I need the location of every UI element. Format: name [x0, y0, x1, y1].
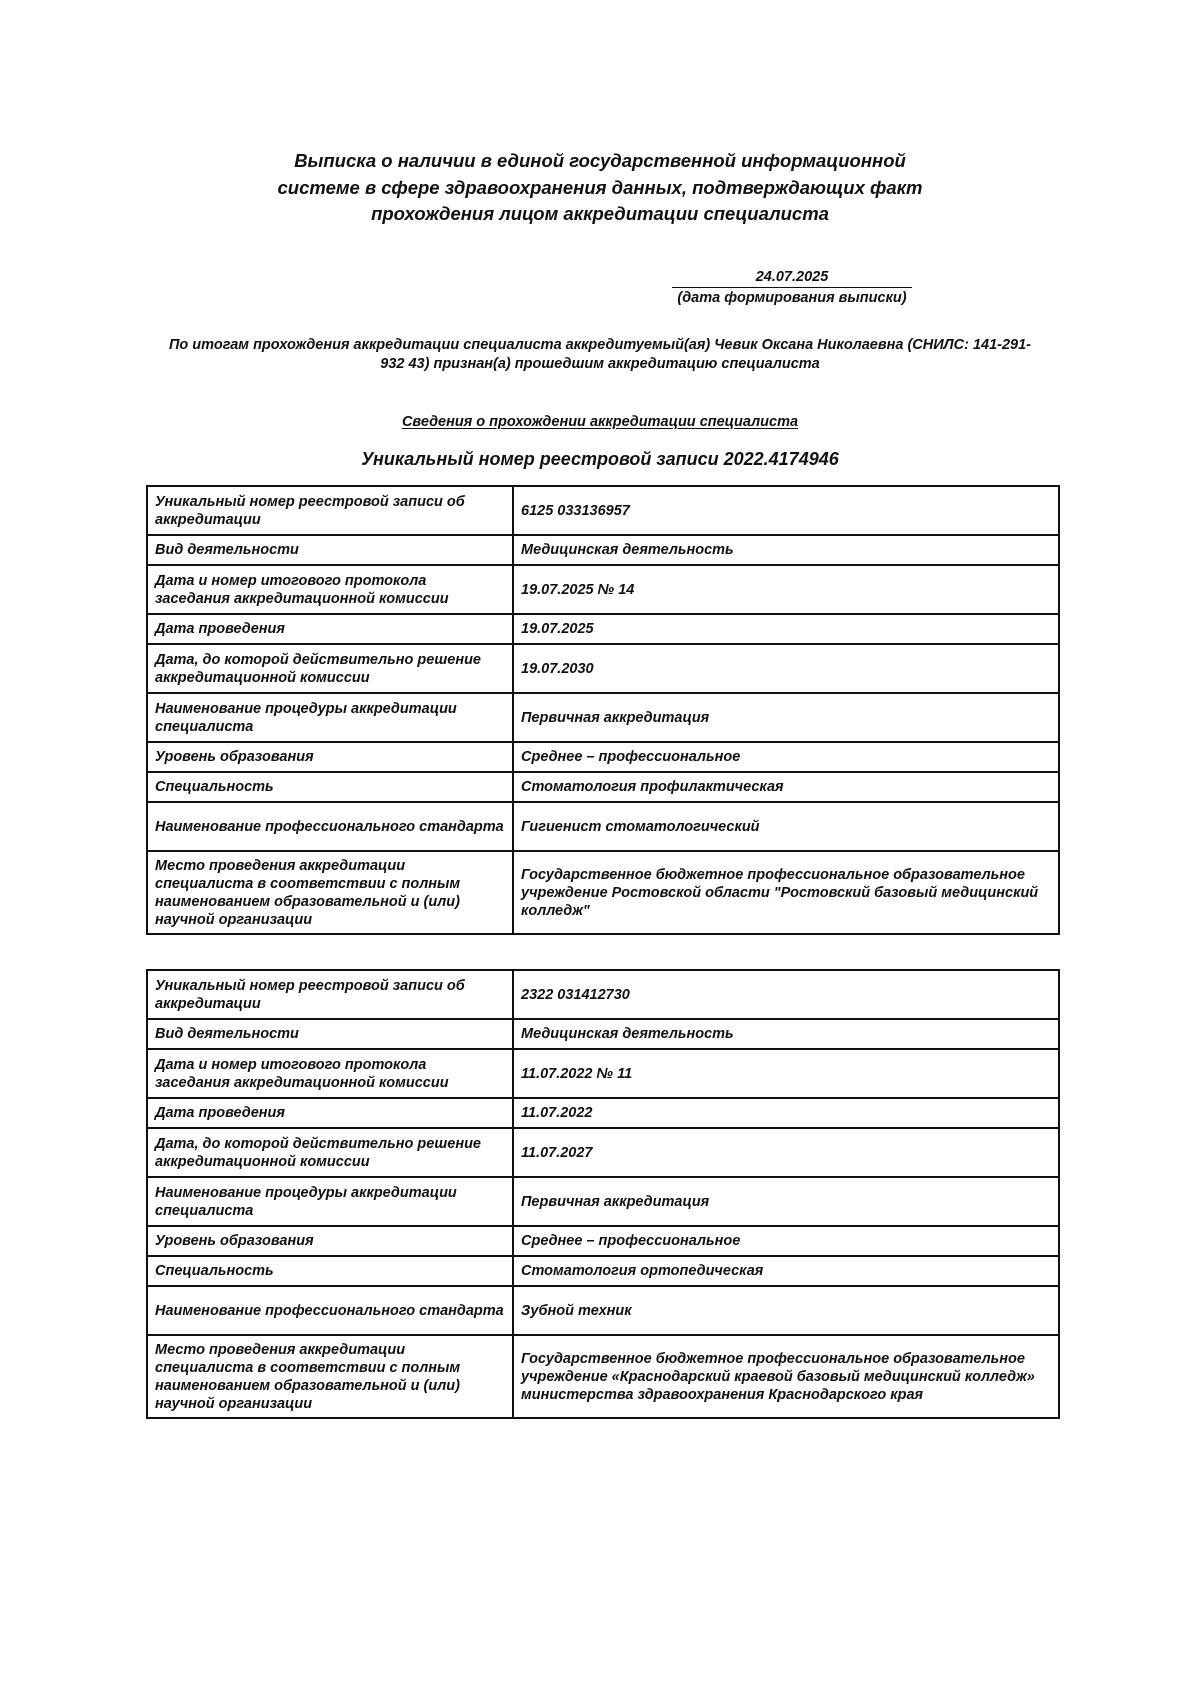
record-value: Первичная аккредитация	[513, 1177, 1059, 1226]
record-label: Наименование процедуры аккредитации специалиста	[147, 693, 513, 742]
record-label: Дата, до которой действительно решение аккредитационной комиссии	[147, 644, 513, 693]
table-row	[147, 1098, 1059, 1128]
record-value: 11.07.2022	[513, 1098, 1059, 1128]
intro-line: 932 43) признан(а) прошедшим аккредитацию специалиста	[380, 355, 820, 372]
table-row	[147, 1335, 1059, 1418]
accreditation-record-table	[146, 969, 1060, 1419]
table-row	[147, 802, 1059, 851]
table-row	[147, 614, 1059, 644]
record-value: Первичная аккредитация	[513, 693, 1059, 742]
document-title-line: Выписка о наличии в единой государственной информационной	[294, 150, 906, 171]
table-row	[147, 535, 1059, 565]
record-label: Вид деятельности	[147, 1019, 513, 1049]
intro-line: По итогам прохождения аккредитации специалиста аккредитуемый(ая) Чевик Оксана Николаевна (СНИЛС: 141-291-	[168, 337, 1032, 353]
section-heading-text: Сведения о прохождении аккредитации специалиста	[401, 414, 799, 430]
record-label: Дата и номер итогового протокола заседания аккредитационной комиссии	[147, 1049, 513, 1098]
table-row	[147, 742, 1059, 772]
record-label: Дата проведения	[147, 1098, 513, 1128]
record-label: Вид деятельности	[147, 535, 513, 565]
registry-number-heading: Уникальный номер реестровой записи 2022.4174946	[361, 449, 839, 469]
section-heading	[300, 413, 900, 431]
record-value: Зубной техник	[513, 1286, 1059, 1335]
record-label: Уровень образования	[147, 742, 513, 772]
record-label: Место проведения аккредитации специалиста в соответствии с полным наименованием образовательной и (или) научной организации	[147, 1335, 513, 1418]
record-value: Государственное бюджетное профессиональное образовательное учреждение «Краснодарский краевой базовый медицинский колледж» министерства здравоохранения Краснодарского края	[513, 1335, 1059, 1418]
record-label: Дата и номер итогового протокола заседания аккредитационной комиссии	[147, 565, 513, 614]
record-value: Медицинская деятельность	[513, 1019, 1059, 1049]
table-row	[147, 644, 1059, 693]
record-value: 11.07.2022 № 11	[513, 1049, 1059, 1098]
table-row	[147, 851, 1059, 934]
record-label: Уровень образования	[147, 1226, 513, 1256]
extract-date-block	[672, 268, 912, 308]
table-row	[147, 970, 1059, 1019]
record-value: Стоматология профилактическая	[513, 772, 1059, 802]
record-value: Стоматология ортопедическая	[513, 1256, 1059, 1286]
extract-date: 24.07.2025	[672, 268, 912, 288]
record-value: 11.07.2027	[513, 1128, 1059, 1177]
table-row	[147, 772, 1059, 802]
table-row	[147, 565, 1059, 614]
record-label: Наименование профессионального стандарта	[147, 802, 513, 851]
table-row	[147, 1177, 1059, 1226]
extract-date-caption: (дата формирования выписки)	[677, 290, 907, 306]
table-row	[147, 1286, 1059, 1335]
record-value: Медицинская деятельность	[513, 535, 1059, 565]
record-value: 19.07.2025 № 14	[513, 565, 1059, 614]
accreditation-record-table	[146, 485, 1060, 935]
record-value: Государственное бюджетное профессиональное образовательное учреждение Ростовской области "Ростовский базовый медицинский колледж"	[513, 851, 1059, 934]
table-row	[147, 1226, 1059, 1256]
table-row	[147, 1019, 1059, 1049]
record-label: Место проведения аккредитации специалиста в соответствии с полным наименованием образовательной и (или) научной организации	[147, 851, 513, 934]
record-value: 6125 033136957	[513, 486, 1059, 535]
record-label: Уникальный номер реестровой записи об аккредитации	[147, 486, 513, 535]
table-row	[147, 1049, 1059, 1098]
record-label: Наименование профессионального стандарта	[147, 1286, 513, 1335]
record-value: Среднее – профессиональное	[513, 1226, 1059, 1256]
document-title-line: системе в сфере здравоохранения данных, подтверждающих факт	[277, 176, 923, 198]
table-row	[147, 693, 1059, 742]
table-row	[147, 1256, 1059, 1286]
record-value: Гигиенист стоматологический	[513, 802, 1059, 851]
record-label: Дата проведения	[147, 614, 513, 644]
table-row	[147, 486, 1059, 535]
record-label: Специальность	[147, 772, 513, 802]
record-label: Наименование процедуры аккредитации специалиста	[147, 1177, 513, 1226]
record-value: Среднее – профессиональное	[513, 742, 1059, 772]
record-label: Уникальный номер реестровой записи об аккредитации	[147, 970, 513, 1019]
record-label: Дата, до которой действительно решение аккредитационной комиссии	[147, 1128, 513, 1177]
table-row	[147, 1128, 1059, 1177]
record-value: 19.07.2025	[513, 614, 1059, 644]
record-value: 19.07.2030	[513, 644, 1059, 693]
intro-paragraph	[140, 336, 1060, 373]
document-title-line: прохождения лицом аккредитации специалиста	[371, 203, 829, 224]
record-value: 2322 031412730	[513, 970, 1059, 1019]
record-label: Специальность	[147, 1256, 513, 1286]
document-title	[200, 148, 1000, 228]
